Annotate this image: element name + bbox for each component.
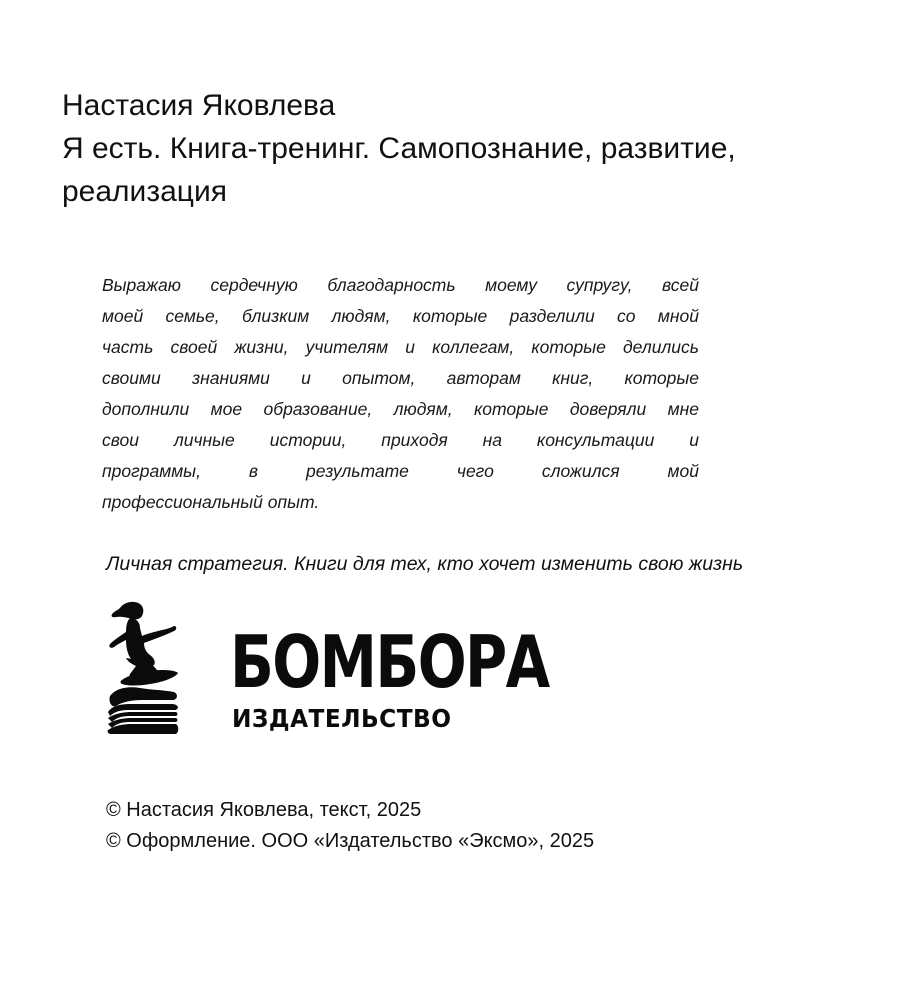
copyright-text-line: © Настасия Яковлева, текст, 2025	[106, 799, 422, 821]
surfer-on-books-icon	[106, 600, 180, 736]
dedication-line: своими знаниями и опытом, авторам книг, которые	[102, 368, 699, 388]
author-name: Настасия Яковлева	[62, 89, 336, 122]
series-name: Личная стратегия. Книги для тех, кто хочет изменить свою жизнь	[106, 553, 744, 575]
dedication-line: свои личные истории, приходя на консультации и	[102, 430, 699, 450]
publisher-brand-name: БОМБОРА	[230, 620, 549, 704]
publisher-imprint-label: ИЗДАТЕЛЬСТВО	[232, 704, 452, 733]
publisher-logo	[104, 598, 574, 740]
book-title-line-1: Я есть. Книга-тренинг. Самопознание, развитие,	[62, 132, 736, 165]
copyright-block	[106, 795, 594, 857]
dedication-line: моей семье, близким людям, которые разделили со мной	[102, 306, 699, 326]
book-title-line-2: реализация	[62, 175, 227, 208]
dedication-line: дополнили мое образование, людям, которые доверяли мне	[102, 399, 699, 419]
dedication-line: программы, в результате чего сложился мой	[102, 461, 699, 481]
dedication-paragraph	[102, 270, 699, 518]
dedication-line: профессиональный опыт.	[102, 492, 320, 512]
copyright-design-line: © Оформление. ООО «Издательство «Эксмо», 2025	[106, 830, 595, 852]
book-title-block	[62, 84, 892, 213]
dedication-line: Выражаю сердечную благодарность моему супругу, всей	[102, 275, 699, 295]
dedication-line: часть своей жизни, учителям и коллегам, которые делились	[102, 337, 699, 357]
